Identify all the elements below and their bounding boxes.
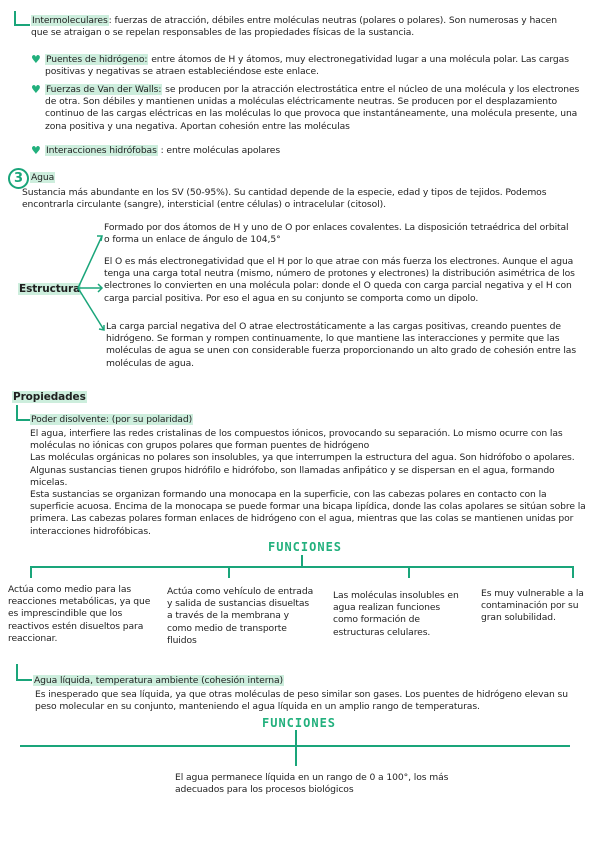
- disolvente-title: Poder disolvente: (por su polaridad): [31, 414, 193, 425]
- funciones2-title: FUNCIONES: [262, 716, 337, 730]
- funcion-item: Las moléculas insolubles en agua realizan funciones como formación de estructuras celulares.: [333, 590, 459, 638]
- section-number-badge: 3: [8, 168, 29, 189]
- estructura-label: Estructura: [19, 283, 81, 295]
- tree-drop: [408, 566, 410, 578]
- heart-icon: ♥: [31, 83, 41, 96]
- tree-bar: [30, 566, 574, 568]
- hidrofobas-paragraph: [45, 145, 575, 157]
- bracket-disolvente: [16, 405, 30, 421]
- liquida-title: Agua líquida, temperatura ambiente (cohesión interna): [34, 675, 283, 686]
- vanderwaals-paragraph: [45, 84, 585, 133]
- propiedades-title: Propiedades: [13, 391, 86, 403]
- puentes-text: entre átomos de H y átomos, muy electronegatividad lugar a una molécula polar. Las cargas positivas y negativas se atraen estableciéndose este enlace.: [45, 54, 569, 78]
- estructura-p1: Formado por dos átomos de H y uno de O por enlaces covalentes. La disposición tetraédrica del orbital o forma un enlace de ángulo de 104,5°: [104, 222, 569, 246]
- tree-drop: [572, 566, 574, 578]
- tree-stem: [295, 730, 297, 766]
- disolvente-text: El agua, interfiere las redes cristalinas de los compuestos iónicos, provocando su separación. Lo mismo ocurre con las moléculas no iónicas con grupos polares que forman puentes de hidrógeno Las moléculas orgánicas no polares son insolubles, ya que interrumpen la estructura del agua. Son hidrófobo o apolares. Algunas sustancias tienen grupos hidrófilo e hidrófobo, son llamadas anfipático y se dispersan en el agua, formando micelas. Esta sustancias se organizan formando una monocapa en la superficie, con las cabezas polares en contacto con la superficie acuosa. Encima de la monocapa se puede formar una bicapa lipídica, donde las colas apolares se sitúan sobre la primera. Las cabezas polares forman enlaces de hidrógeno con el agua, mientras que las colas se mantienen unidas por interacciones hidrofóbicas.: [30, 428, 586, 537]
- intermoleculares-text: : fuerzas de atracción, débiles entre moléculas neutras (polares o polares). Son numerosas y hacen que se atraigan o se repelan responsables de las propiedades físicas de la sustancia.: [31, 15, 557, 39]
- vanderwaals-title: Fuerzas de Van der Walls:: [46, 84, 162, 95]
- puentes-title: Puentes de hidrógeno:: [46, 54, 148, 65]
- bracket-liquida: [16, 664, 32, 681]
- agua-title: Agua: [31, 172, 55, 183]
- funcion-item: Es muy vulnerable a la contaminación por su gran solubilidad.: [481, 588, 584, 624]
- tree-drop: [228, 566, 230, 578]
- heart-icon: ♥: [31, 144, 41, 157]
- hidrofobas-text: : entre moléculas apolares: [157, 145, 281, 156]
- hidrofobas-title: Interacciones hidrófobas: [46, 145, 157, 156]
- estructura-arrows: [76, 230, 106, 355]
- puentes-paragraph: [45, 54, 580, 78]
- funcion-item: Actúa como medio para las reacciones metabólicas, ya que es imprescindible que los reactivos estén disueltos para reaccionar.: [8, 584, 151, 644]
- intermoleculares-title: Intermoleculares: [32, 15, 108, 26]
- funciones-title: FUNCIONES: [268, 540, 343, 554]
- estructura-p2: El O es más electronegatividad que el H por lo que atrae con más fuerza los electrones. Aunque el agua tenga una carga total neutra (mismo, número de protones y electrones) la distribución asimétrica de los electrones lo convierten en una molécula polar: donde el O queda con carga parcial negativa y el H con carga parcial positiva. Por eso el agua en su conjunto se comporta como un dipolo.: [104, 256, 575, 304]
- bracket-intermoleculares: [14, 11, 30, 26]
- estructura-p3: La carga parcial negativa del O atrae electrostáticamente a las cargas positivas, creando puentes de hidrógeno. Se forman y rompen continuamente, lo que mantiene las interacciones y permite que las moléculas de agua se unen con considerable fuerza proporcionando un alto grado de cohesión entre las moléculas de agua.: [106, 321, 577, 369]
- heart-icon: ♥: [31, 53, 41, 66]
- funcion2-text: El agua permanece líquida en un rango de 0 a 100°, los más adecuados para los procesos biológicos: [175, 772, 449, 796]
- agua-intro: Sustancia más abundante en los SV (50-95%). Su cantidad depende de la especie, edad y tipos de tejidos. Podemos encontrarla circulante (sangre), intersticial (entre células) o intracelular (citosol).: [22, 187, 547, 211]
- vanderwaals-text: se producen por la atracción electrostática entre el núcleo de una molécula y los electrones de otra. Son débiles y mantienen unidas a moléculas eléctricamente neutras. Se producen por el desplazamiento continuo de las cargas eléctricas en las moléculas lo que provoca que instantáneamente, una molécula presente, una zona positiva y una negativa. Aportan cohesión entre las moléculas: [45, 84, 580, 132]
- funcion-item: Actúa como vehículo de entrada y salida de sustancias disueltas a través de la membrana y como medio de transporte fluidos: [167, 586, 314, 646]
- liquida-text: Es inesperado que sea líquida, ya que otras moléculas de peso similar son gases. Los puentes de hidrógeno elevan su peso molecular en su conjunto, manteniendo el agua líquida en un amplio rango de temperaturas.: [35, 689, 568, 713]
- intermoleculares-paragraph: [31, 15, 576, 39]
- tree-drop: [30, 566, 32, 578]
